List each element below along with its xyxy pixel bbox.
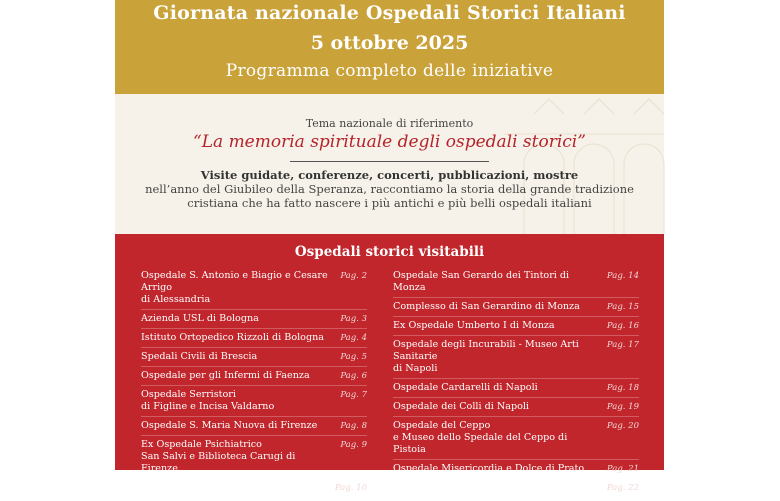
hospital-name-line: Ospedale per gli Infermi di Faenza — [141, 370, 310, 381]
page-reference: Pag. 10 — [334, 483, 367, 493]
page-reference: Pag. 7 — [340, 390, 367, 400]
list-item — [141, 420, 367, 432]
page-reference: Pag. 18 — [606, 383, 639, 393]
hospital-name-line: Complesso di San Gerardino di Monza — [393, 301, 580, 312]
hospital-name — [141, 389, 274, 413]
hospital-name — [141, 270, 334, 306]
list-item — [141, 313, 367, 325]
list-item — [393, 320, 639, 332]
hospital-name — [141, 332, 324, 344]
divider — [393, 397, 639, 398]
hospital-name — [141, 370, 310, 382]
divider — [141, 309, 367, 310]
list-item — [141, 332, 367, 344]
hospital-name-line: Ospedale Cardarelli di Napoli — [393, 382, 538, 393]
page-reference: Pag. 17 — [606, 340, 639, 350]
list-item — [141, 370, 367, 382]
hospital-name-line: Ospedale San Gerardo dei Tintori di Monza — [393, 270, 570, 293]
hospital-name-line: di Figline e Incisa Valdarno — [141, 401, 275, 412]
list-item — [393, 420, 639, 456]
hospital-name — [393, 339, 601, 375]
brochure-page — [115, 0, 664, 493]
hospital-name-line: di Alessandria — [141, 294, 211, 305]
hospital-list-band — [115, 234, 664, 493]
theme-label: Tema nazionale di riferimento — [305, 117, 474, 130]
page-reference: Pag. 22 — [606, 483, 639, 493]
activities-line: Visite guidate, conferenze, concerti, pubblicazioni, mostre — [200, 168, 579, 182]
hospital-name — [393, 482, 595, 494]
page-reference: Pag. 21 — [606, 464, 639, 474]
intro-description-line: nell’anno del Giubileo della Speranza, raccontiamo la storia della grande tradizione — [145, 182, 634, 196]
hospital-name — [393, 401, 529, 413]
hospital-name — [141, 439, 334, 475]
hospital-name — [393, 301, 580, 313]
hospital-list-left — [141, 270, 367, 501]
hospital-name — [393, 382, 538, 394]
hospital-name — [393, 270, 601, 294]
hospital-name-line: Ospedale Misericordia e Dolce di Prato — [393, 463, 585, 474]
divider — [393, 378, 639, 379]
intro-description-line: cristiana che ha fatto nascere i più antichi e più belli ospedali italiani — [187, 196, 592, 210]
hospital-name-line: Ospedale degli Incurabili - Museo Arti Sanitarie — [393, 339, 579, 362]
divider — [393, 459, 639, 460]
hospital-list-right — [393, 270, 639, 501]
hospital-name-line: di Napoli — [393, 363, 438, 374]
hospital-name — [141, 482, 277, 494]
divider — [290, 161, 489, 162]
divider — [393, 416, 639, 417]
event-date: 5 ottobre 2025 — [310, 32, 469, 54]
page-reference: Pag. 2 — [340, 271, 367, 281]
page-title: Giornata nazionale Ospedali Storici Italiani — [153, 2, 626, 24]
divider — [141, 497, 367, 498]
page-reference: Pag. 19 — [606, 402, 639, 412]
hospital-name-line: Ex Ospedale Psichiatrico — [141, 439, 262, 450]
list-item — [141, 482, 367, 494]
intro-band — [115, 94, 664, 234]
divider — [393, 478, 639, 479]
page-reference: Pag. 8 — [340, 421, 367, 431]
page-reference: Pag. 3 — [340, 314, 367, 324]
page-reference: Pag. 20 — [606, 421, 639, 431]
hospital-name-line: San Salvi e Biblioteca Carugi di Firenze — [141, 451, 296, 474]
divider — [393, 316, 639, 317]
list-item — [141, 351, 367, 363]
divider — [141, 366, 367, 367]
divider — [141, 385, 367, 386]
intro-description — [135, 182, 644, 210]
list-item — [393, 270, 639, 294]
divider — [141, 435, 367, 436]
hospital-name-line: Ex Ospedale Umberto I di Monza — [393, 320, 555, 331]
page-reference: Pag. 14 — [606, 271, 639, 281]
divider — [393, 335, 639, 336]
hospital-name-line: Spedali Civili di Brescia — [141, 351, 258, 362]
divider — [141, 347, 367, 348]
divider — [393, 297, 639, 298]
list-heading: Ospedali storici visitabili — [294, 244, 485, 260]
theme-quote: “La memoria spirituale degli ospedali storici” — [193, 132, 586, 152]
hospital-name-line: Istituto Ortopedico Rizzoli di Bologna — [141, 332, 324, 343]
list-item — [393, 401, 639, 413]
hospital-name-line: Ospedale Serristori — [141, 389, 236, 400]
list-item — [393, 463, 639, 475]
list-item — [141, 439, 367, 475]
hospital-name-line: Ospedale Santo Spirito in Sassia di Roma — [393, 482, 595, 493]
divider — [141, 478, 367, 479]
page-reference: Pag. 16 — [606, 321, 639, 331]
page-reference: Pag. 4 — [340, 333, 367, 343]
page-reference: Pag. 6 — [340, 371, 367, 381]
list-item — [393, 339, 639, 375]
divider — [141, 416, 367, 417]
list-item — [393, 382, 639, 394]
page-reference: Pag. 15 — [606, 302, 639, 312]
page-reference: Pag. 9 — [340, 440, 367, 450]
divider — [141, 328, 367, 329]
hospital-name-line: Ospedale S. Antonio e Biagio e Cesare Arrigo — [141, 270, 328, 293]
header-band — [115, 0, 664, 94]
list-item — [141, 270, 367, 306]
hospital-name — [141, 420, 317, 432]
list-item — [393, 482, 639, 494]
hospital-name — [393, 320, 555, 332]
hospital-name-line: Ospedale del Ceppo — [393, 420, 491, 431]
page-reference: Pag. 5 — [340, 352, 367, 362]
list-item — [393, 301, 639, 313]
hospital-name — [141, 351, 257, 363]
hospital-name — [393, 420, 601, 456]
divider — [393, 497, 639, 498]
hospital-name-line: Ospedale dei Colli di Napoli — [393, 401, 529, 412]
hospital-name-line: Azienda USL di Bologna — [141, 313, 259, 324]
decorative-arches-pattern — [464, 94, 664, 234]
hospital-name-line: Ospedale S. Maria Nuova di Firenze — [141, 420, 318, 431]
list-item — [141, 389, 367, 413]
hospital-name — [141, 313, 259, 325]
page-subtitle: Programma completo delle iniziative — [225, 61, 554, 81]
hospital-name-line: e Museo dello Spedale del Ceppo di Pistoia — [393, 432, 568, 455]
hospital-name-line: Ospedali Galliera di Genova — [141, 482, 277, 493]
hospital-name — [393, 463, 584, 475]
